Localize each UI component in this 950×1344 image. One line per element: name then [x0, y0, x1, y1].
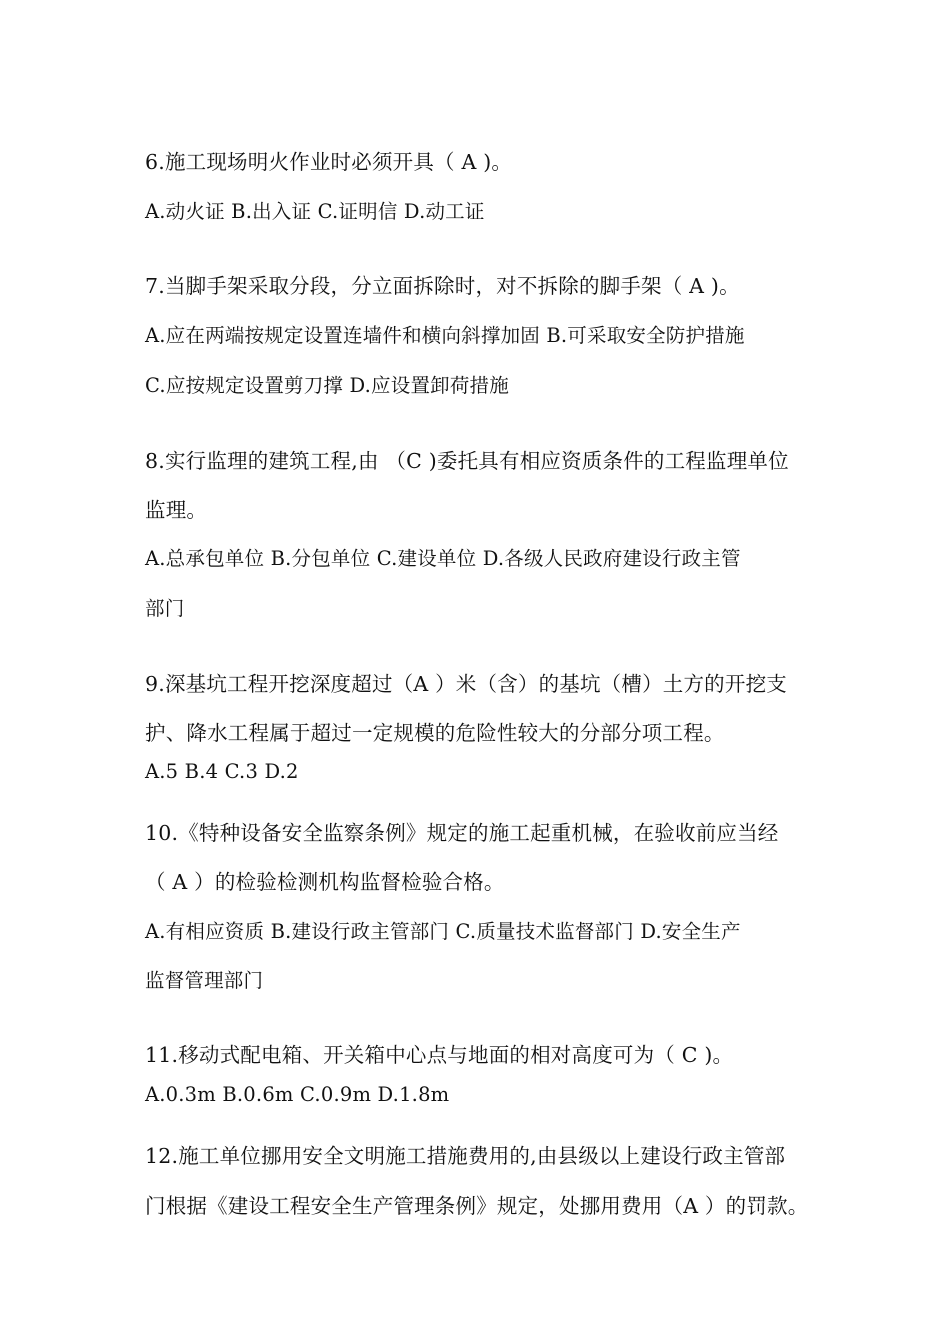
question-6-text: 6.施工现场明火作业时必须开具（ A )。	[145, 150, 513, 174]
question-11-text: 11.移动式配电箱、开关箱中心点与地面的相对高度可为（ C )。	[145, 1043, 734, 1067]
question-10-text-line-2: （ A ）的检验检测机构监督检验合格。	[145, 870, 505, 894]
question-10-text-line-1: 10.《特种设备安全监察条例》规定的施工起重机械，在验收前应当经	[145, 821, 779, 845]
question-9-text-line-1: 9.深基坑工程开挖深度超过（A ）米（含）的基坑（槽）土方的开挖支	[145, 672, 787, 696]
question-7-options-line-1: A.应在两端按规定设置连墙件和横向斜撑加固 B.可采取安全防护措施	[145, 324, 745, 347]
question-12-text-line-1: 12.施工单位挪用安全文明施工措施费用的,由县级以上建设行政主管部	[145, 1144, 786, 1168]
question-8-options-line-2: 部门	[145, 597, 185, 620]
question-11-options: A.0.3m B.0.6m C.0.9m D.1.8m	[145, 1083, 450, 1106]
question-7-options-line-2: C.应按规定设置剪刀撑 D.应设置卸荷措施	[145, 374, 509, 397]
question-8-options-line-1: A.总承包单位 B.分包单位 C.建设单位 D.各级人民政府建设行政主管	[145, 547, 741, 570]
question-8-text-line-1: 8.实行监理的建筑工程,由 （C )委托具有相应资质条件的工程监理单位	[145, 449, 789, 473]
question-8-text-line-2: 监理。	[145, 498, 208, 522]
question-12-text-line-2: 门根据《建设工程安全生产管理条例》规定，处挪用费用（A ）的罚款。	[145, 1194, 809, 1218]
question-7-text: 7.当脚手架采取分段，分立面拆除时，对不拆除的脚手架（ A )。	[145, 274, 740, 298]
question-10-options-line-1: A.有相应资质 B.建设行政主管部门 C.质量技术监督部门 D.安全生产	[145, 920, 741, 943]
question-9-text-line-2: 护、降水工程属于超过一定规模的危险性较大的分部分项工程。	[145, 721, 725, 745]
question-10-options-line-2: 监督管理部门	[145, 969, 264, 992]
question-6-options: A.动火证 B.出入证 C.证明信 D.动工证	[145, 200, 485, 223]
question-9-options: A.5 B.4 C.3 D.2	[145, 760, 299, 783]
